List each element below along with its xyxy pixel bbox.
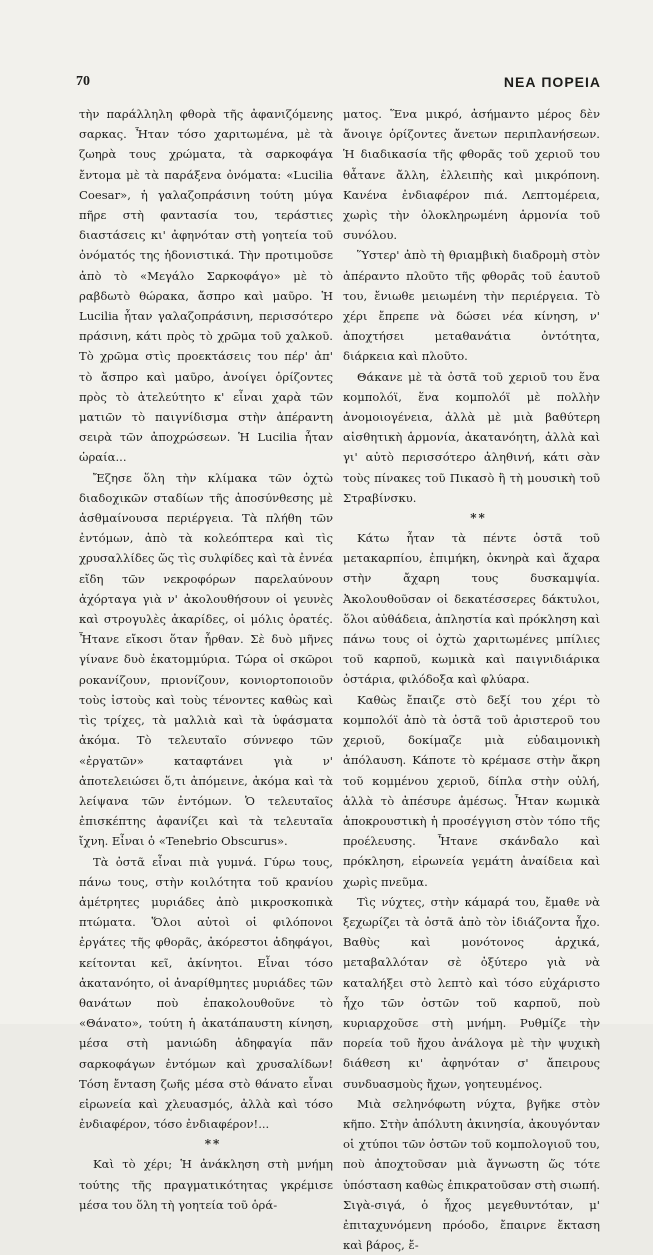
right-paragraph-1: ματος. Ἕνα μικρό, ἀσήμαντο μέρος δὲν ἄνοιγε ὁρίζοντες ἄνετων περιπλανήσεων. Ἡ διαδικασία τῆς φθορᾶς τοῦ χεριοῦ του θἆτανε ἄλλη, ἐλλειπὴς καὶ μικρόπονη. Κανένα ἐνδιαφέρον πιά. Λεπτομέρεια, χωρὶς τὴν ὁλοκληρωμένη ἁρμονία τοῦ συνόλου. bbox=[343, 107, 600, 243]
page-number: 70 bbox=[76, 74, 90, 89]
right-paragraph-6: Τὶς νύχτες, στὴν κάμαρά του, ἔμαθε νὰ ξεχωρίζει τὰ ὀστᾶ ἀπὸ τὸν ἰδιάζοντα ἦχο. Βαθὺς καὶ μονότονος ἀρχικά, μεταβαλλόταν σὲ ὀξύτερο γιὰ νὰ καταλήξει στὸ λεπτὸ καὶ τόσο εὐχάριστο ἦχο τῶν ὀστῶν τοῦ καρποῦ, ποὺ κυριαρχοῦσε στὴ μνήμη. Ρυθμίζε τὴν πορεία τοῦ ἤχου ἀνάλογα μὲ τὴν ψυχικὴ διάθεση κι' ἀφηνόταν σ' ἄπειρους συνδυασμοὺς ἤχων, γοητευμένος. bbox=[343, 894, 600, 1091]
page-header bbox=[40, 74, 601, 94]
journal-title: ΝΕΑ ΠΟΡΕΙΑ bbox=[503, 74, 601, 90]
right-paragraph-3: Θάκανε μὲ τὰ ὀστᾶ τοῦ χεριοῦ του ἕνα κομπολόϊ, ἕνα κομπολόϊ μὲ πολλὴν ἀνομοιογένεια, ἀλλὰ μὲ μιὰ βαθύτερη αἰσθητικὴ ἁρμονία, ἀκατανόητη, ἀλλὰ καὶ γι' αὐτὸ περισσότερο ἀληθινή, κάτι σὰν τοὺς πίνακες τοῦ Πικασὸ ἢ τὴ μουσικὴ τοῦ Στραβίνσκυ. bbox=[343, 369, 600, 505]
left-paragraph-2: Ἔζησε ὅλη τὴν κλίμακα τῶν ὀχτὼ διαδοχικῶν σταδίων τῆς ἀποσύνθεσης μὲ ἀσθμαίνουσα περιέργεια. Τὰ πλήθη τῶν ἐντόμων, ἀπὸ τὰ κολεόπτερα καὶ τὶς χρυσαλλίδες ὥς τὶς συλφίδες καὶ τὰ ἐννέα εἴδη τῶν νεκροφόρων παρελαύνουν ἀχόρταγα γιὰ ν' ἀκολουθήσουν οἱ γευνὲς καὶ στρογυλὲς ἀκαρίδες, οἱ μόλις ὁρατές. Ἦτανε εἴκοσι ὅταν ἦρθαν. Σὲ δυὸ μῆνες γίνανε δυὸ ἑκατομμύρια. Τώρα οἱ σκῶροι ροκανίζουν, πριονίζουν, κονιορτοποιοῦν τοὺς ἰστοὺς καὶ τοὺς τένοντες καθὼς καὶ τὶς τρίχες, τὰ μαλλιὰ καὶ τὰ ὑφάσματα ἀκόμα. Τὸ τελευταῖο σύννεφο τῶν «ἐργατῶν» καταφτάνει γιὰ ν' ἀποτελειώσει ὅ,τι ἀπόμεινε, ἀκόμα καὶ τὰ λείψανα τῶν ἐντόμων. Ὁ τελευταῖος ἐπισκέπτης ἀφανίζει καὶ τὰ τελευταῖα ἴχνη. Εἶναι ὁ «Tenebrio Obscurus». bbox=[79, 470, 333, 849]
left-paragraph-4: Καὶ τὸ χέρι; Ἡ ἀνάκληση στὴ μνήμη τούτης τῆς πραγματικότητας γκρέμισε μέσα του ὅλη τὴ γοητεία τοῦ ὁρά- bbox=[79, 1157, 333, 1212]
right-column bbox=[343, 104, 600, 1255]
section-divider: ** bbox=[470, 511, 487, 526]
right-paragraph-2: Ὕστερ' ἀπὸ τὴ θριαμβικὴ διαδρομὴ στὸν ἀπέραντο πλοῦτο τῆς φθορᾶς τοῦ ἑαυτοῦ του, ἔνιωθε μειωμένη τὴν περιέργεια. Τὸ χέρι ἔπρεπε νὰ δώσει νέα κίνηση, ν' ἀποχτήσει μεταθανάτια ὀντότητα, διάρκεια καὶ πλοῦτο. bbox=[343, 248, 600, 364]
left-paragraph-3: Τὰ ὀστᾶ εἶναι πιὰ γυμνά. Γύρω τους, πάνω τους, στὴν κοιλότητα τοῦ κρανίου ἀμέτρητες μυριάδες ἀπὸ μικροσκοπικὰ πτώματα. Ὅλοι αὐτοὶ οἱ φιλόπονοι ἐργάτες τῆς φθορᾶς, ἀκόρεστοι ἀδηφάγοι, κείτονται κεῖ, ἀκίνητοι. Εἶναι τόσο ἀκατανόητο, οἱ ἀναρίθμητες μυριάδες τῶν θανάτων ποὺ ἐπακολουθοῦνε τὸ «Θάνατο», τούτη ἡ ἀκατάπαυστη κίνηση, μέσα στὴ μανιώδη ἀδηφαγία πᾶν σαρκοφάγων ἐντόμων καὶ χρυσαλίδων! Τόση ἔνταση ζωῆς μέσα στὸ θάνατο εἶναι εἰρωνεία καὶ χλευασμός, ἀλλὰ καὶ τόσο ἐνδιαφέρον, τόσο ἐνδιαφέρον!... bbox=[79, 854, 333, 1132]
right-paragraph-7: Μιὰ σεληνόφωτη νύχτα, βγῆκε στὸν κῆπο. Στὴν ἀπόλυτη ἀκινησία, ἀκουγόνταν οἱ χτύποι τῶν ὀστῶν τοῦ κομπολογιοῦ του, ποὺ ἀποχτοῦσαν μιὰ ἄγνωστη ὥς τότε ὑπόσταση καθὼς ἐπικρατοῦσαν στὴ σιωπή. Σιγὰ-σιγά, ὁ ἦχος μεγεθυντόταν, μ' ἐπιταχυνόμενη πρόοδο, ἔπαιρνε ἔκταση καὶ βάρος, ἔ- bbox=[343, 1096, 600, 1253]
right-paragraph-4: Κάτω ἦταν τὰ πέντε ὀστᾶ τοῦ μετακαρπίου, ἐπιμήκη, ὀκνηρὰ καὶ ἄχαρα στὴν ἄχαρη τους δυσκαμψία. Ἀκολουθοῦσαν οἱ δεκατέσσερες δάκτυλοι, ὅλοι αὐθάδεια, ἀπληστία καὶ πρόκληση καὶ πάνω τους οἱ ὀχτὼ χαριτωμένες μπίλιες τοῦ καρποῦ, κωμικὰ καὶ παιγνιδιάρικα ὀστάρια, φιλόδοξα καὶ φλύαρα. bbox=[343, 531, 600, 687]
left-paragraph-1: τὴν παράλληλη φθορὰ τῆς ἀφανιζόμενης σαρκας. Ἦταν τόσο χαριτωμένα, μὲ τὰ ζωηρὰ τους χρώματα, τὰ σαρκοφάγα ἔντομα μὲ τὰ παράξενα ὀνόματα: «Lucilia Coesar», ἡ γαλαζοπράσινη τούτη μύγα πῆρε στὴ φαντασία του, τεράστιες διαστάσεις κι' ἀφηνόταν στὴ γοητεία τοῦ ὀνόματός της ἡδονιστικά. Τὴν προτιμοῦσε ἀπὸ τὸ «Μεγάλο Σαρκοφάγο» μὲ τὸ ραβδωτὸ θώρακα, ἄσπρο καὶ μαῦρο. Ἡ Lucilia ἦταν γαλαζοπράσινη, περισσότερο πράσινη, κάτι πρὸς τὸ χρῶμα τοῦ χαλκοῦ. Τὸ χρῶμα στὶς προεκτάσεις του πέρ' ἀπ' τὸ ἄσπρο καὶ μαῦρο, ἀνοίγει ὁρίζοντες πρὸς τὸ ἀτελεύτητο κ' εἶναι χαρὰ τῶν ματιῶν τὸ παιγνίδισμα στὴν ἀπέραντη σειρὰ τῶν ἀποχρώσεων. Ἡ Lucilia ἦταν ὡραία... bbox=[79, 107, 333, 465]
right-paragraph-5: Καθὼς ἔπαιζε στὸ δεξί του χέρι τὸ κομπολόϊ ἀπὸ τὰ ὀστᾶ τοῦ ἀριστεροῦ του χεριοῦ, δοκίμαζε μιὰ εὐδαιμονικὴ ἀπόλαυση. Κάποτε τὸ κρέμασε στὴν ἄκρη τοῦ κομμένου χεριοῦ, δίπλα στὴν οὐλή, ἀλλὰ τὸ ἀπέσυρε ἀμέσως. Ἦταν κωμικὰ ἀποκρουστικὴ ἡ προσέγγιση στὸν τόπο τῆς προέλευσης. Ἦτανε σκάνδαλο καὶ πρόκληση, εἰρωνεία γεμάτη ἀναίδεια καὶ χωρὶς πνεῦμα. bbox=[343, 692, 600, 889]
left-column bbox=[79, 104, 333, 1215]
section-divider: ** bbox=[204, 1137, 222, 1152]
